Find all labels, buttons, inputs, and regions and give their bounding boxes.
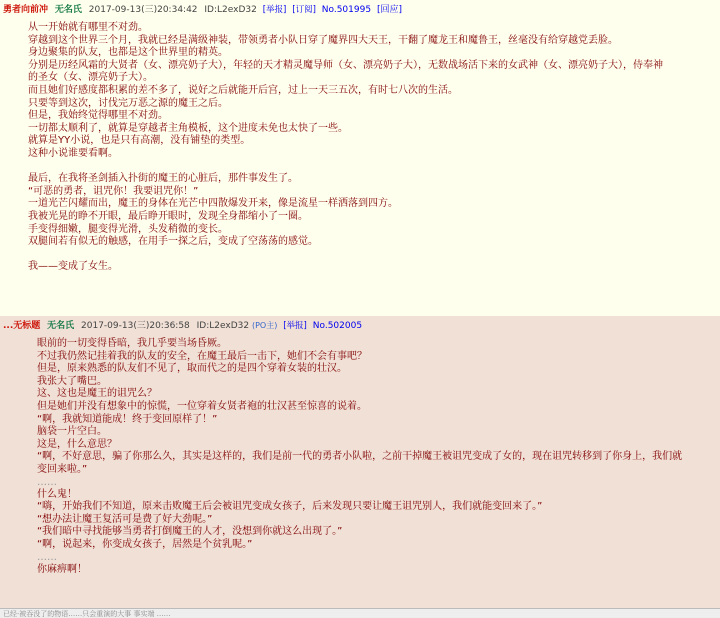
post-line: 我张大了嘴巴。 bbox=[37, 375, 107, 387]
post-line: 从一开始就有哪里不对劲。 bbox=[28, 22, 148, 33]
post-line: 身边聚集的队友，也都是这个世界里的精英。 bbox=[28, 47, 228, 59]
post-line: 变回来啦。” bbox=[37, 463, 88, 475]
post-line: 一切都太顺利了，就算是穿越者主角模板，这个进度未免也太快了一些。 bbox=[28, 122, 348, 134]
post-line: …… bbox=[37, 551, 57, 563]
post-line: 只要等到这次，讨伐完万恶之源的魔王之后。 bbox=[28, 97, 228, 109]
post-title: 勇者向前冲 bbox=[3, 5, 49, 15]
post-line: …… bbox=[37, 476, 57, 488]
post-line: 我——变成了女生。 bbox=[28, 261, 118, 273]
post-body bbox=[28, 22, 708, 274]
post-line bbox=[28, 161, 708, 174]
post-header bbox=[3, 318, 362, 331]
subscribe-link[interactable]: [订阅] bbox=[292, 5, 316, 15]
post-line: 这种小说谁要看啊。 bbox=[28, 147, 118, 159]
post-line: 我被光晃的睁不开眼，最后睁开眼时，发现全身都缩小了一圈。 bbox=[28, 210, 308, 222]
post-number[interactable]: No.501995 bbox=[321, 5, 372, 15]
post-line: 的圣女（女、漂亮奶子大）。 bbox=[28, 72, 153, 84]
poster-id: ID:L2exD32 bbox=[204, 5, 257, 15]
post-line: “嗨，开始我们不知道，原来击败魔王后会被诅咒变成女孩子，后来发现只要让魔王诅咒别人，我们就能变回来了。” bbox=[37, 501, 543, 513]
reply-link[interactable]: [回应] bbox=[376, 5, 402, 15]
post-line: 你麻痹啊！ bbox=[37, 563, 87, 575]
post-line: 但是她们并没有想象中的惊慌，一位穿着女贤者袍的壮汉甚至惊喜的说着。 bbox=[37, 400, 367, 412]
post-reply bbox=[0, 316, 720, 610]
poster-name: 无名氏 bbox=[54, 5, 82, 15]
post-line: “可恶的勇者，诅咒你！我要诅咒你！” bbox=[28, 185, 199, 197]
post-line: 而且她们好感度都积累的差不多了，说好之后就能开后宫，过上一天三五次，有时七八次的生活。 bbox=[28, 84, 458, 96]
po-badge: (PO主) bbox=[251, 321, 278, 330]
post-line: 就算是YY小说，也是只有高潮，没有铺垫的类型。 bbox=[28, 135, 251, 147]
post-date: 2017-09-13(三)20:34:42 bbox=[88, 5, 198, 15]
post-title: ...无标题 bbox=[3, 321, 41, 331]
footer-bar: 已经·被吞没了的物语……只会重演的大事 事实端 …… bbox=[0, 608, 720, 618]
post-number[interactable]: No.502005 bbox=[312, 321, 363, 331]
post-line: 不过我仍然记挂着我的队友的安全，在魔王最后一击下，她们不会有事吧？ bbox=[37, 350, 367, 362]
post-body bbox=[37, 338, 717, 576]
post-line: 这是，什么意思？ bbox=[37, 438, 117, 450]
post-line: 最后，在我将圣剑插入扑街的魔王的心脏后，那件事发生了。 bbox=[28, 173, 298, 185]
post-line: 但是，原来熟悉的队友们不见了，取而代之的是四个穿着女装的壮汉。 bbox=[37, 363, 347, 375]
post-line: “啊，说起来，你变成女孩子，居然是个贫乳呢。” bbox=[37, 538, 253, 550]
poster-name: 无名氏 bbox=[47, 321, 75, 331]
post-line: 这、这也是魔王的诅咒么？ bbox=[37, 388, 157, 400]
post-line: 但是，我始终觉得哪里不对劲。 bbox=[28, 110, 168, 122]
post-line: “我们暗中寻找能够当勇者打倒魔王的人才，没想到你就这么出现了。” bbox=[37, 526, 343, 538]
post-line: 穿越到这个世界三个月，我就已经是满级神装，带领勇者小队日穿了魔界四大天王，干翻了魔龙王和魔鲁王，丝毫没有给穿越党丢脸。 bbox=[28, 34, 618, 46]
post-header bbox=[3, 2, 402, 15]
post-line: 一道光芒闪耀而出，魔王的身体在光芒中四散爆发开来，像是流星一样洒落到四方。 bbox=[28, 198, 398, 210]
post-line bbox=[28, 249, 708, 262]
poster-id: ID:L2exD32 bbox=[196, 321, 250, 331]
post-line: 手变得细嫩，腿变得光滑，头发稍微的变长。 bbox=[28, 223, 228, 235]
post-line: 分别是历经风霜的大贤者（女、漂亮奶子大），年轻的天才精灵魔导师（女、漂亮奶子大），无数战场活下来的女武神（女、漂亮奶子大），侍奉神 bbox=[28, 59, 663, 71]
post-line: “想办法让魔王复活可是费了好大劲呢。” bbox=[37, 513, 213, 525]
report-link[interactable]: [举报] bbox=[283, 321, 307, 331]
post-line: 脑袋一片空白。 bbox=[37, 426, 107, 438]
report-link[interactable]: [举报] bbox=[262, 5, 287, 15]
post-line: 眼前的一切变得昏暗，我几乎要当场昏厥。 bbox=[37, 338, 227, 349]
post-line: “啊，我就知道能成！终于变回原样了！” bbox=[37, 413, 218, 425]
post-line: 什么鬼！ bbox=[37, 488, 77, 500]
post-line: 双腿间若有似无的触感，在用手一探之后，变成了空荡荡的感觉。 bbox=[28, 236, 318, 248]
post-date: 2017-09-13(三)20:36:58 bbox=[81, 321, 190, 331]
post-line: “啊，不好意思，骗了你那么久，其实是这样的，我们是前一代的勇者小队啦，之前干掉魔王被诅咒变成了女的，现在诅咒转移到了你身上，我们就 bbox=[37, 451, 683, 463]
